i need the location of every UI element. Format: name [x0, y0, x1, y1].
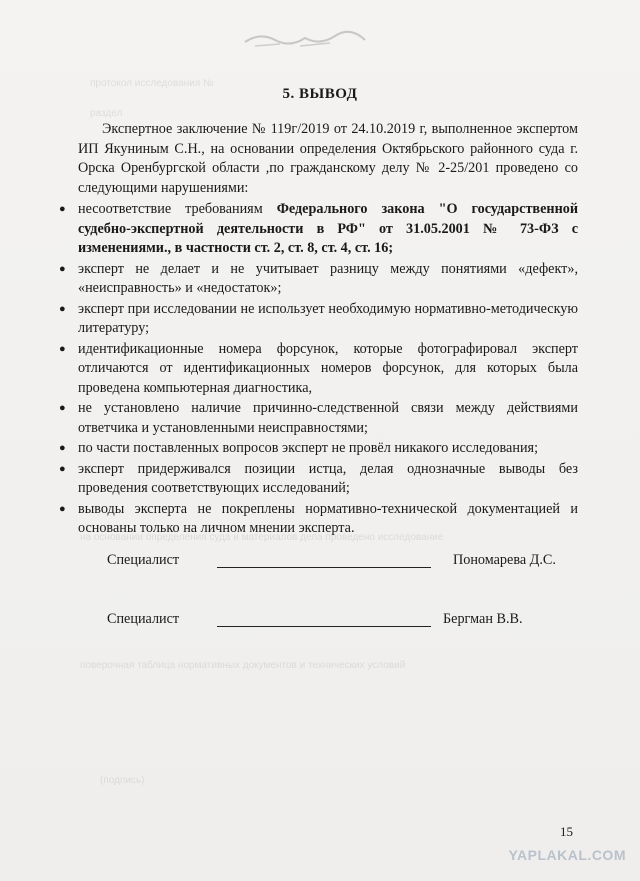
intro-paragraph: Экспертное заключение № 119г/2019 от 24.10.2019 г, выполненное экспертом ИП Якуниным С.Н., на основании определения Октябрьского районного суда г. Орска Оренбургской области ,по гражданскому делу № 2-25/201 проведено со следующими нарушениями: [78, 121, 578, 196]
page-number: 15 [560, 824, 573, 839]
violation-text: эксперт не делает и не учитывает разницу между понятиями «дефект», «неисправность» и «недостаток»; [78, 260, 578, 296]
violation-item [59, 500, 578, 539]
violation-emphasis: Федерального закона "О государственной судебно-экспертной деятельности в РФ" от 31.05.2001 № 73-ФЗ с изменениями., в частности ст. 2, ст. 8, ст. 4, ст. 16; [78, 201, 579, 256]
violation-text: несоответствие требованиям [78, 201, 277, 217]
bullet-icon: ● [59, 502, 66, 515]
violation-item [59, 340, 578, 399]
violation-text: не установлено наличие причинно-следственной связи между действиями ответчика и установленными неисправностями; [78, 400, 578, 436]
section-heading: 5. ВЫВОД [282, 86, 358, 102]
watermark: YAPLAKAL.COM [508, 847, 626, 863]
signature-line [217, 567, 431, 568]
violation-text: по части поставленных вопросов эксперт не провёл никакого исследования; [78, 440, 539, 456]
violation-item [59, 460, 578, 499]
violation-text: эксперт придерживался позиции истца, делая однозначные выводы без проведения соответствующих исследований; [78, 460, 578, 496]
bleed-through-text: (подпись) [100, 775, 145, 786]
signature-name: Бергман В.В. [443, 611, 523, 627]
bullet-icon: ● [59, 442, 66, 454]
signature-name: Пономарева Д.С. [453, 552, 556, 568]
violation-text: идентификационные номера форсунок, которые фотографировал эксперт отличаются от идентификационных номеров форсунок, для которых была проведена компьютерная диагностика, [78, 340, 578, 396]
signature-line [217, 626, 431, 627]
bullet-icon: ● [59, 262, 66, 275]
violation-item [59, 200, 579, 259]
violation-item [59, 439, 578, 459]
bullet-icon: ● [59, 462, 66, 475]
bullet-icon: ● [59, 203, 66, 215]
bleed-through-text: на основании определения суда и материалов дела проведено исследование [80, 532, 444, 543]
bullet-icon: ● [59, 342, 66, 355]
bleed-through-text: раздел [90, 108, 123, 119]
signature-row-2 [107, 611, 577, 631]
violation-item [59, 260, 578, 299]
bleed-through-text: протокол исследования № [90, 78, 214, 89]
signature-role: Специалист [107, 611, 180, 627]
violation-item [59, 300, 578, 339]
violation-text: эксперт при исследовании не использует необходимую нормативно-методическую литературу; [78, 300, 578, 336]
bleed-through-mark [240, 28, 370, 50]
violation-text: выводы эксперта не покреплены нормативно-технической документацией и основаны только на личном мнении эксперта. [78, 500, 578, 536]
violation-item [59, 399, 578, 438]
bullet-icon: ● [59, 402, 66, 414]
bleed-through-text: поверочная таблица нормативных документов и технических условий [80, 660, 406, 671]
violations-list [59, 200, 579, 539]
document-body [59, 120, 579, 540]
bullet-icon: ● [59, 302, 66, 315]
signature-row-1 [107, 552, 577, 572]
signature-role: Специалист [107, 552, 180, 568]
